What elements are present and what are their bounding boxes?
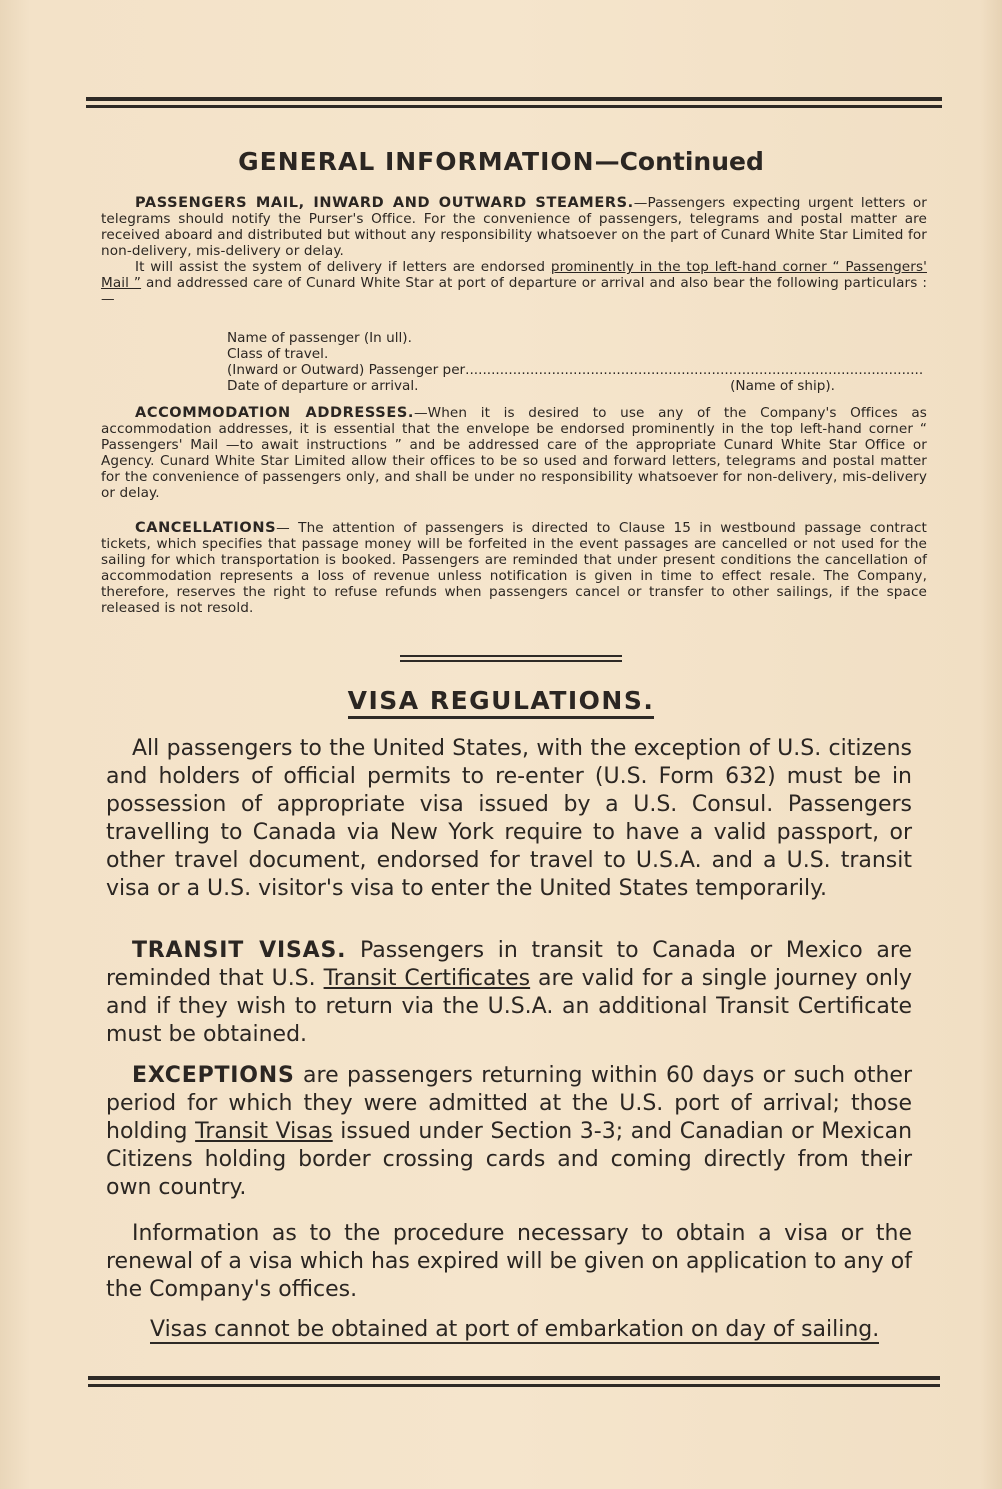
visa-paragraph-1: All passengers to the United States, with the exception of U.S. citizens and holders of official permits to re-enter (U.S. Form 632) must be in possession of appropriate visa issued by a U.S. Consul. Passengers travelling to Canada via New York require to have a valid passport, or other travel document, endorsed for travel to U.S.A. and a U.S. transit visa or a U.S. visitor's visa to enter the United States temporarily.: [106, 736, 912, 901]
transit-certificates-underlined: Transit Certificates: [323, 966, 531, 991]
passengers-mail-paragraph-2: [101, 259, 927, 307]
bottom-double-rule: [88, 1376, 940, 1387]
cancellations-text: — The attention of passengers is directed to Clause 15 in westbound passage contract tickets, which specifies that passage money will be forfeited in the event passages are cancelled or not used for the sailing for which transportation is booked. Passengers are reminded that under present conditions the cancellation of accommodation represents a loss of revenue unless notification is given in time to effect resale. The Company, therefore, reserves the right to refuse refunds when passengers cancel or transfer to other sailings, if the space released is not resold.: [101, 520, 927, 616]
visa-regulations-title: [0, 686, 1002, 715]
passengers-mail-section: [101, 195, 927, 307]
particular-class: Class of travel.: [227, 346, 329, 362]
transit-text-a: Passengers in transit to Canada or Mexico are reminded that U.S.: [106, 938, 912, 991]
particular-inward: (Inward or Outward) Passenger per: [227, 362, 466, 378]
general-information-title: [0, 147, 1002, 176]
mail-particulars-list: [227, 330, 927, 394]
transit-visas-underlined: Transit Visas: [195, 1119, 333, 1144]
particular-inward-row: [227, 362, 927, 378]
general-information-title-cont: —Continued: [594, 147, 764, 176]
exceptions-text-b: issued under Section 3-3; and Canadian or Mexican Citizens holding border crossing cards and coming directly from their own country.: [106, 1119, 913, 1200]
particular-date: Date of departure or arrival.: [227, 378, 419, 394]
mail-p2-b: and addressed care of Cunard White Star at port of departure or arrival and also bear the following particulars :—: [101, 275, 927, 307]
transit-visas-heading: TRANSIT VISAS.: [132, 938, 347, 963]
general-information-title-main: GENERAL INFORMATION: [238, 147, 595, 176]
passengers-mail-heading: PASSENGERS MAIL, INWARD AND OUTWARD STEAMERS.: [135, 195, 634, 211]
particular-ship: (Name of ship).: [730, 378, 835, 394]
exceptions-text-a: are passengers returning within 60 days or such other period for which they were admitted at the U.S. port of arrival; those holding: [106, 1063, 912, 1144]
exceptions-heading: EXCEPTIONS: [132, 1063, 295, 1088]
particular-date-row: [227, 378, 927, 394]
middle-double-rule: [400, 655, 622, 662]
transit-text-b: are valid for a single journey only and if they wish to return via the U.S.A. an additional Transit Certificate must be obtained.: [106, 966, 912, 1047]
passengers-mail-text: —Passengers expecting urgent letters or telegrams should notify the Purser's Office. For the convenience of passengers, telegrams and postal matter are received aboard and distributed but without any responsibility whatsoever on the part of Cunard White Star Limited for non-delivery, mis-delivery or delay.: [101, 195, 927, 259]
passengers-mail-paragraph: [101, 195, 927, 259]
exceptions-paragraph: [106, 1062, 912, 1202]
particular-dots: ..........................................................................................................: [465, 362, 924, 378]
particular-name: Name of passenger (In ull).: [227, 330, 412, 346]
mail-p2-a: It will assist the system of delivery if letters are endorsed: [135, 259, 551, 275]
visa-regulations-title-text: VISA REGULATIONS.: [348, 686, 655, 719]
accommodation-addresses-text: —When it is desired to use any of the Company's Offices as accommodation addresses, it is essential that the envelope be endorsed prominently in the top left-hand corner “ Passengers' Mail —to await instructions ” and be addressed care of the appropriate Cunard White Star Office or Agency. Cunard White Star Limited allow their offices to be so used and forward letters, telegrams and postal matter for the convenience of passengers only, and shall be under no responsibility whatsoever for non-delivery, mis-delivery or delay.: [101, 405, 927, 501]
accommodation-addresses-paragraph: [101, 405, 927, 501]
top-double-rule: [86, 97, 942, 108]
cancellations-paragraph: [101, 520, 927, 616]
visa-embarkation-notice-text: Visas cannot be obtained at port of embarkation on day of sailing.: [150, 1317, 880, 1342]
visa-information-paragraph: Information as to the procedure necessary to obtain a visa or the renewal of a visa which has expired will be given on application to any of the Company's offices.: [106, 1221, 913, 1302]
mail-p2-underlined: prominently in the top left-hand corner “ Passengers' Mail ”: [101, 259, 927, 291]
transit-visas-paragraph: [106, 937, 912, 1049]
cancellations-heading: CANCELLATIONS: [135, 520, 277, 536]
visa-embarkation-notice: [150, 1316, 910, 1344]
accommodation-addresses-heading: ACCOMMODATION ADDRESSES.: [135, 405, 414, 421]
